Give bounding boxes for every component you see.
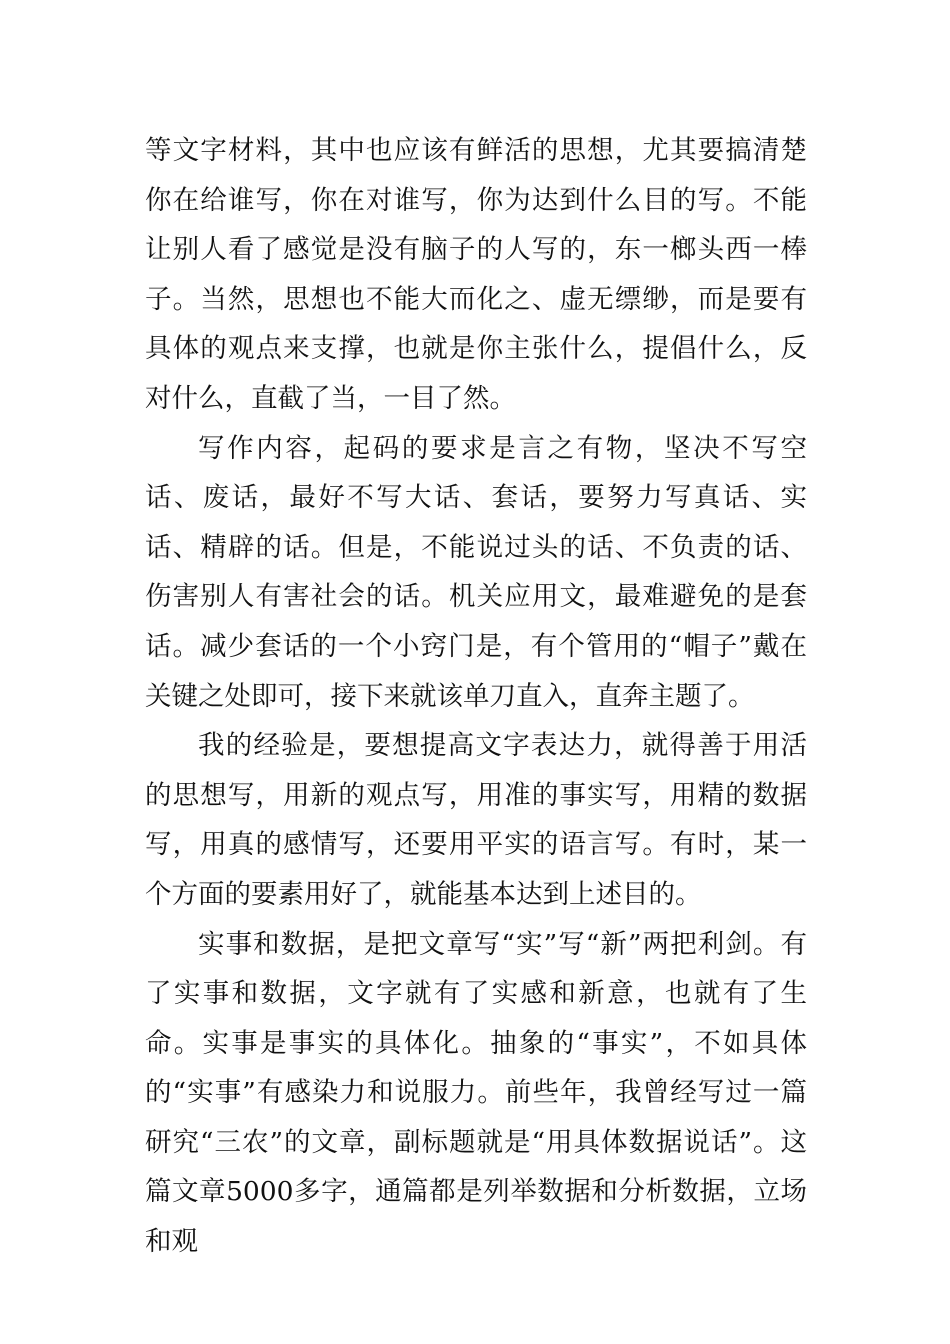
paragraph-3: 我的经验是，要想提高文字表达力，就得善于用活的思想写，用新的观点写，用准的事实写，用精的数据写，用真的感情写，还要用平实的语言写。有时，某一个方面的要素用好了，就能基本达到上述目的。 — [145, 730, 807, 910]
document-page — [145, 126, 807, 1267]
paragraph-4: 实事和数据，是把文章写“实”写“新”两把利剑。有了实事和数据，文字就有了实感和新意，也就有了生命。实事是事实的具体化。抽象的“事实”，不如具体的“实事”有感染力和说服力。前些年，我曾经写过一篇研究“三农”的文章，副标题就是“用具体数据说话”。这篇文章5000多字，通篇都是列举数据和分析数据，立场和观 — [145, 928, 807, 1258]
paragraph-1: 等文字材料，其中也应该有鲜活的思想，尤其要搞清楚你在给谁写，你在对谁写，你为达到什么目的写。不能让别人看了感觉是没有脑子的人写的，东一榔头西一棒子。当然，思想也不能大而化之、虚无缥缈，而是要有具体的观点来支撑，也就是你主张什么，提倡什么，反对什么，直截了当，一目了然。 — [145, 135, 807, 414]
paragraph-2: 写作内容，起码的要求是言之有物，坚决不写空话、废话，最好不写大话、套话，要努力写真话、实话、精辟的话。但是，不能说过头的话、不负责的话、伤害别人有害社会的话。机关应用文，最难避免的是套话。减少套话的一个小窍门是，有个管用的“帽子”戴在关键之处即可，接下来就该单刀直入，直奔主题了。 — [145, 432, 807, 712]
